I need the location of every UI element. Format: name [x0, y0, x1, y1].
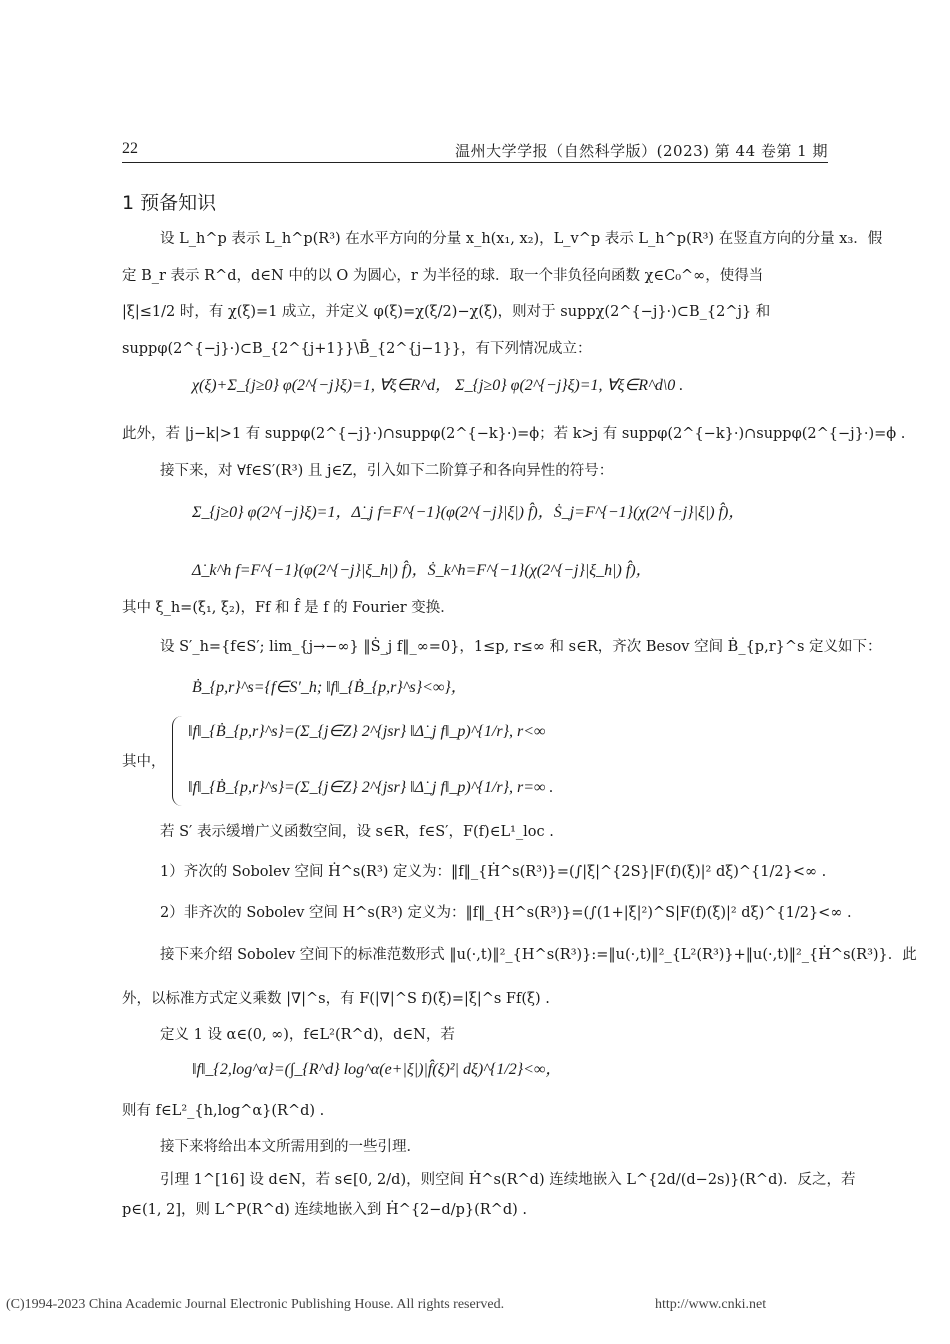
equation-besov-norm-infinite: ‖f‖_{Ḃ_{p,r}^s}=(Σ_{j∈Z} 2^{jsr} ‖Δ̇_j f‖_p)^{1/r}, r=∞ .: [188, 779, 554, 796]
body-line-6: 接下来，对 ∀f∈S′(R³) 且 j∈Z，引入如下二阶算子和各向异性的符号：: [160, 463, 614, 479]
running-header: [122, 140, 828, 163]
body-line-9: 其中，: [122, 754, 166, 770]
equation-partition-unity: χ(ξ)+Σ_{j≥0} φ(2^{−j}ξ)=1, ∀ξ∈R^d， Σ_{j≥0} φ(2^{−j}ξ)=1, ∀ξ∈R^d\0 .: [192, 377, 684, 394]
body-line-11: 1）齐次的 Sobolev 空间 Ḣ^s(R³) 定义为：‖f‖_{Ḣ^s(R³)}=(∫|ξ|^{2S}|F(f)(ξ)|² dξ)^{1/2}<∞ .: [160, 864, 827, 880]
body-line-7: 其中 ξ_h=(ξ₁, ξ₂)，Ff 和 f̂ 是 f 的 Fourier 变换．: [122, 600, 455, 616]
equation-besov-norm-finite: ‖f‖_{Ḃ_{p,r}^s}=(Σ_{j∈Z} 2^{jsr} ‖Δ̇_j f‖_p)^{1/r}, r<∞: [188, 723, 546, 740]
body-line-8: 设 S′_h={f∈S′; lim_{j→−∞} ‖Ṡ_j f‖_∞=0}，1≤p, r≤∞ 和 s∈R，齐次 Besov 空间 Ḃ_{p,r}^s 定义如下：: [160, 639, 882, 655]
definition-1: 定义 1 设 α∈(0, ∞)，f∈L²(R^d)，d∈N，若: [160, 1027, 455, 1043]
copyright-footer: (C)1994-2023 China Academic Journal Electronic Publishing House. All rights reserved.: [6, 1297, 505, 1312]
body-line-2: 定 B_r 表示 R^d，d∈N 中的以 O 为圆心，r 为半径的球．取一个非负径向函数 χ∈C₀^∞，使得当: [122, 268, 764, 284]
equation-besov-space: Ḃ_{p,r}^s={f∈S′_h; ‖f‖_{Ḃ_{p,r}^s}<∞}，: [192, 679, 467, 696]
equation-log-norm: ‖f‖_{2,log^α}=(∫_{R^d} log^α(e+|ξ|)|f̂(ξ)²| dξ)^{1/2}<∞，: [192, 1061, 562, 1078]
cases-brace: [172, 716, 183, 806]
body-line-12: 2）非齐次的 Sobolev 空间 H^s(R³) 定义为：‖f‖_{H^s(R³)}=(∫(1+|ξ|²)^S|F(f)(ξ)|² dξ)^{1/2}<∞ .: [160, 905, 852, 921]
body-line-14: 外，以标准方式定义乘数 |∇|^s，有 F(|∇|^S f)(ξ)=|ξ|^s Ff(ξ) .: [122, 991, 550, 1007]
equation-anisotropic: Δ̇_k^h f=F^{−1}(φ(2^{−j}|ξ_h|) f̂)，Ṡ_k^h=F^{−1}(χ(2^{−j}|ξ_h|) f̂)，: [192, 562, 652, 579]
page-number: 22: [122, 140, 138, 157]
equation-operators: Σ_{j≥0} φ(2^{−j}ξ)=1，Δ̇_j f=F^{−1}(φ(2^{−j}|ξ|) f̂)，Ṡ_j=F^{−1}(χ(2^{−j}|ξ|) f̂)，: [192, 504, 745, 521]
body-line-13: 接下来介绍 Sobolev 空间下的标准范数形式 ‖u(·,t)‖²_{H^s(R³)}:=‖u(·,t)‖²_{L²(R³)}+‖u(·,t)‖²_{Ḣ^s(R³)}．此: [160, 947, 917, 963]
body-line-3: |ξ|≤1/2 时，有 χ(ξ)=1 成立，并定义 φ(ξ)=χ(ξ/2)−χ(ξ)，则对于 suppχ(2^{−j}·)⊂B_{2^j} 和: [122, 304, 771, 320]
body-line-17: p∈(1, 2]，则 L^P(R^d) 连续地嵌入到 Ḣ^{2−d/p}(R^d) .: [122, 1202, 527, 1218]
body-line-4: suppφ(2^{−j}·)⊂B_{2^{j+1}}\B̄_{2^{j−1}}，有下列情况成立：: [122, 341, 592, 357]
body-line-5: 此外，若 |j−k|>1 有 suppφ(2^{−j}·)∩suppφ(2^{−k}·)=ϕ；若 k>j 有 suppφ(2^{−k}·)∩suppφ(2^{−j}·)=ϕ .: [122, 426, 906, 442]
body-line-15: 则有 f∈L²_{h,log^α}(R^d) .: [122, 1103, 325, 1119]
section-title: 1 预备知识: [122, 192, 217, 214]
journal-title: 温州大学学报（自然科学版）(2023) 第 44 卷第 1 期: [455, 142, 828, 160]
body-line-16: 接下来将给出本文所需用到的一些引理．: [160, 1139, 421, 1155]
body-line-10: 若 S′ 表示缓增广义函数空间，设 s∈R，f∈S′，F(f)∈L¹_loc .: [160, 824, 554, 840]
cnki-url[interactable]: http://www.cnki.net: [655, 1297, 767, 1312]
body-line-1: 设 L_h^p 表示 L_h^p(R³) 在水平方向的分量 x_h(x₁, x₂)，L_v^p 表示 L_h^p(R³) 在竖直方向的分量 x₃．假: [160, 231, 883, 247]
lemma-1: 引理 1^[16] 设 d∈N，若 s∈[0, 2/d)，则空间 Ḣ^s(R^d) 连续地嵌入 L^{2d/(d−2s)}(R^d)．反之，若: [160, 1172, 856, 1188]
